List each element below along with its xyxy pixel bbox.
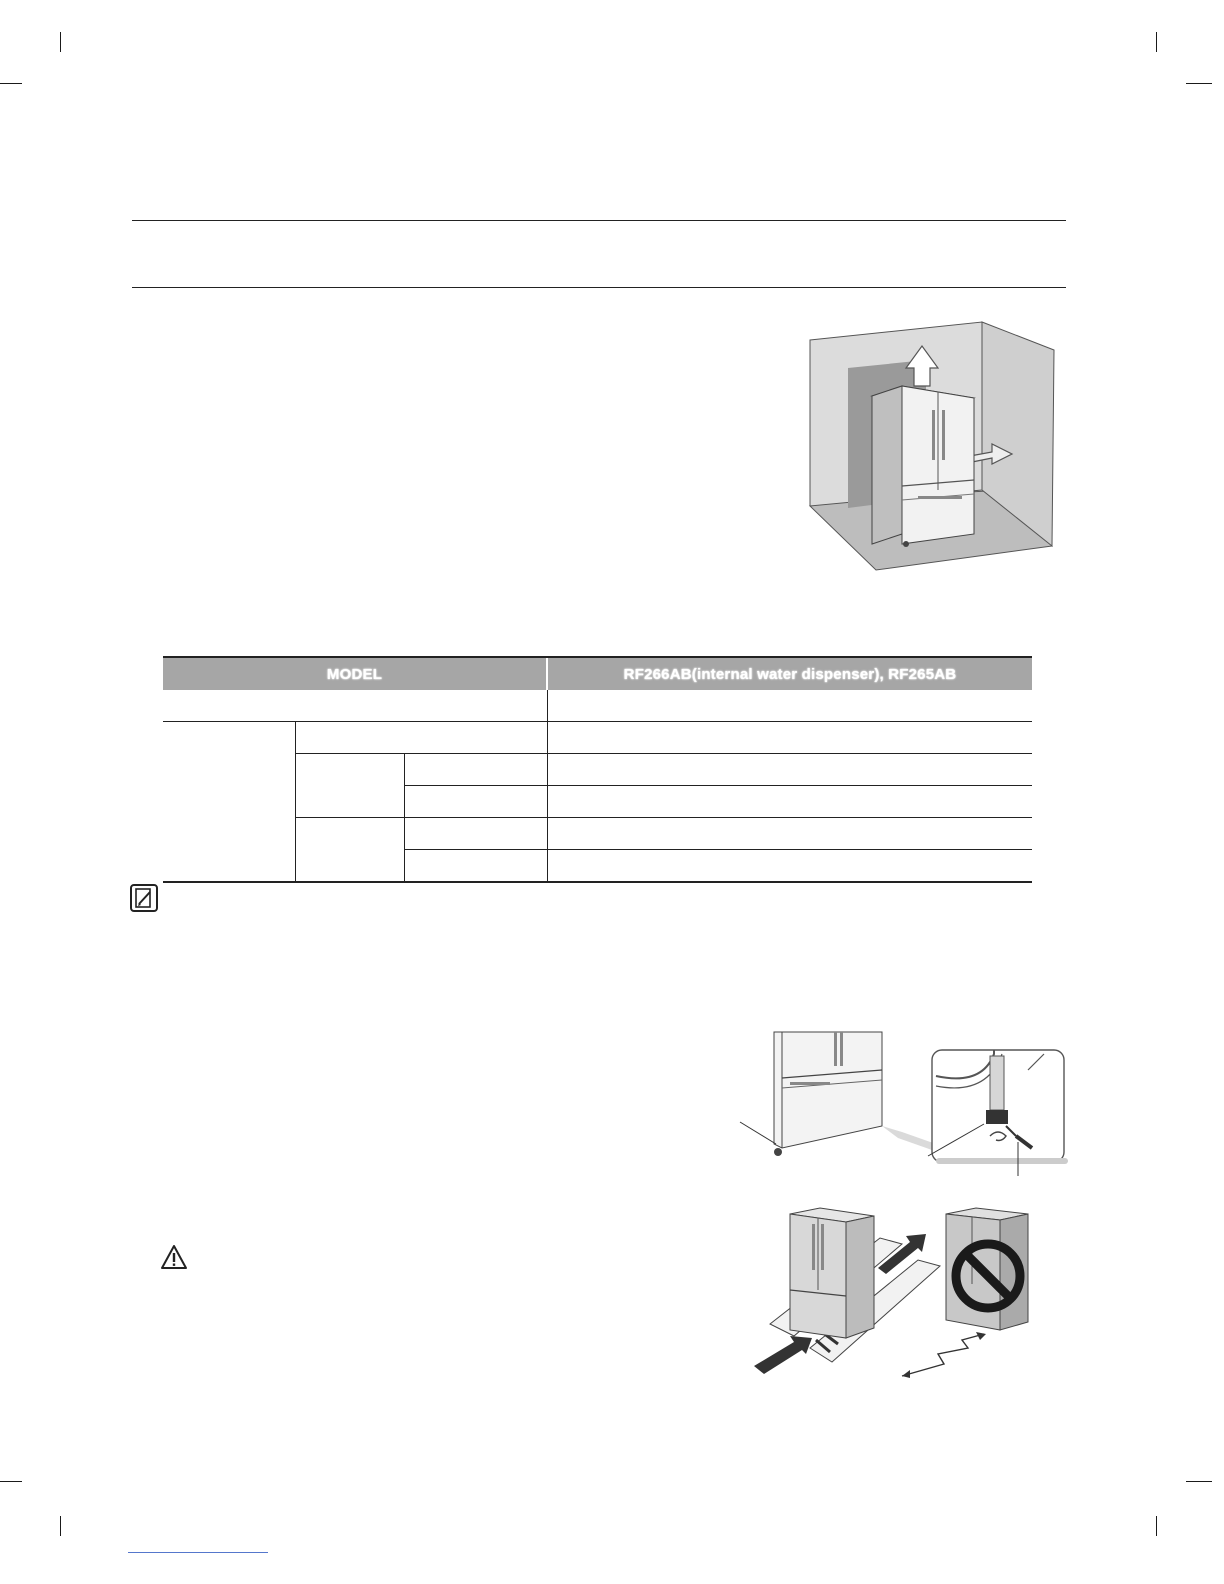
table-cell xyxy=(295,754,404,818)
footer-link-underline xyxy=(128,1552,268,1553)
table-cell xyxy=(547,690,1032,722)
table-cell xyxy=(163,722,295,883)
table-cell xyxy=(404,818,547,850)
table-cell xyxy=(163,690,547,722)
table-row xyxy=(163,722,1032,754)
crop-mark xyxy=(60,32,61,52)
crop-mark xyxy=(0,1481,22,1482)
table-cell xyxy=(547,754,1032,786)
section-top-rule xyxy=(132,220,1066,221)
crop-mark xyxy=(1156,1516,1157,1536)
model-value-cell: RF266AB(internal water dispenser), RF265AB xyxy=(547,657,1032,690)
table-cell xyxy=(547,850,1032,883)
crop-mark xyxy=(60,1516,61,1536)
leveling-foot-illustration xyxy=(732,1026,1072,1178)
table-cell xyxy=(295,818,404,883)
crop-mark xyxy=(1186,83,1212,84)
moving-fridge-illustration xyxy=(750,1204,1062,1380)
table-cell xyxy=(404,850,547,883)
table-cell xyxy=(404,786,547,818)
table-cell xyxy=(295,722,547,754)
crop-mark xyxy=(0,83,22,84)
table-row xyxy=(163,690,1032,722)
crop-mark xyxy=(1186,1481,1212,1482)
crop-mark xyxy=(1156,32,1157,52)
table-cell xyxy=(547,786,1032,818)
note-icon xyxy=(130,884,158,912)
warning-triangle-icon xyxy=(160,1244,188,1270)
table-cell xyxy=(547,722,1032,754)
model-label-cell: MODEL xyxy=(163,657,547,690)
fridge-clearance-illustration xyxy=(806,320,1058,572)
table-cell xyxy=(404,754,547,786)
model-spec-table xyxy=(163,656,1032,883)
table-header-row xyxy=(163,657,1032,690)
table-cell xyxy=(547,818,1032,850)
section-bottom-rule xyxy=(132,287,1066,288)
